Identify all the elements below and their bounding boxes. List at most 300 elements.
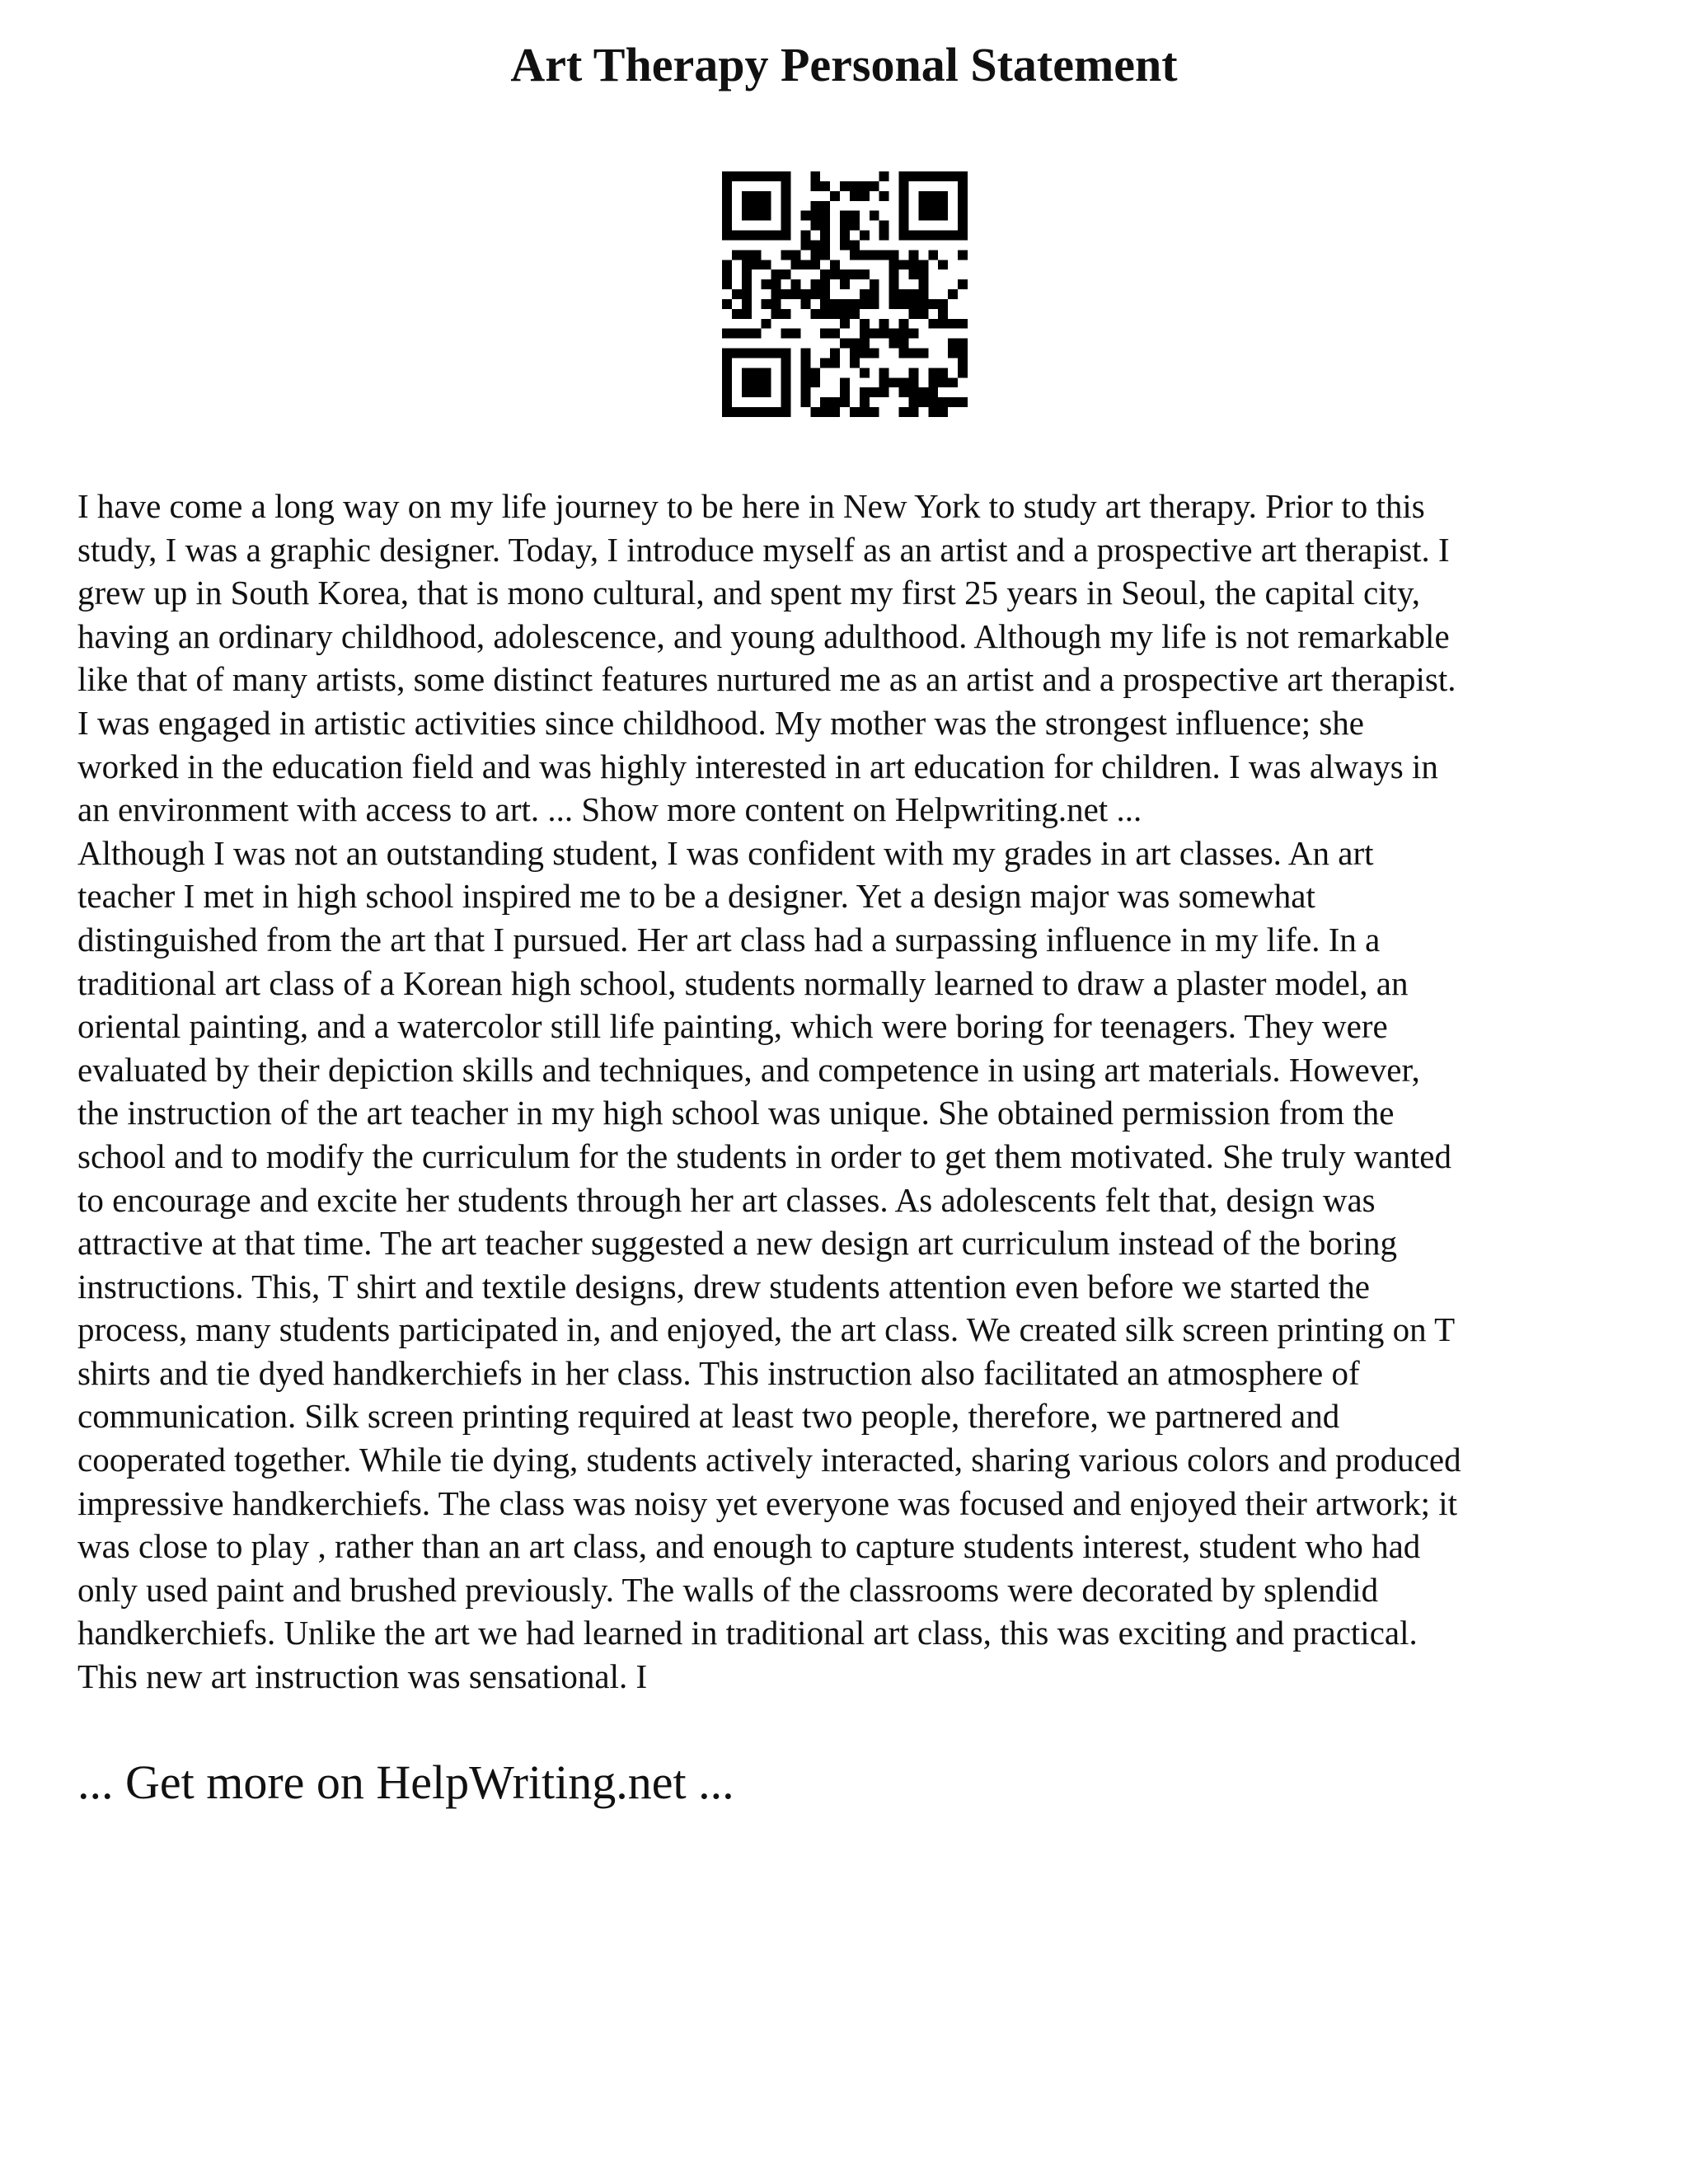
qr-module <box>820 181 830 191</box>
qr-module <box>928 250 938 260</box>
qr-module <box>870 181 879 191</box>
qr-module <box>870 211 879 221</box>
qr-module <box>781 269 791 279</box>
qr-module <box>781 181 791 191</box>
qr-module <box>722 397 732 407</box>
qr-module <box>752 407 762 417</box>
qr-module <box>830 358 840 368</box>
qr-module <box>948 397 958 407</box>
qr-module <box>820 201 830 211</box>
qr-module <box>860 250 870 260</box>
qr-module <box>918 191 928 201</box>
qr-module <box>742 299 752 309</box>
qr-module <box>762 231 771 241</box>
qr-module <box>732 289 742 299</box>
qr-module <box>938 377 948 387</box>
qr-module <box>752 250 762 260</box>
qr-module <box>899 377 909 387</box>
qr-module <box>860 191 870 201</box>
qr-module <box>918 397 928 407</box>
qr-module <box>732 250 742 260</box>
qr-module <box>928 191 938 201</box>
qr-module <box>722 211 732 221</box>
qr-module <box>879 191 889 201</box>
qr-module <box>820 250 830 260</box>
qr-module <box>840 387 850 397</box>
qr-module <box>781 211 791 221</box>
qr-module <box>928 171 938 181</box>
qr-module <box>938 191 948 201</box>
qr-module <box>810 407 820 417</box>
qr-module <box>850 250 860 260</box>
qr-module <box>899 211 909 221</box>
qr-module <box>800 397 810 407</box>
qr-module <box>899 407 909 417</box>
qr-module <box>742 211 752 221</box>
qr-module <box>908 329 918 339</box>
qr-module <box>850 211 860 221</box>
qr-module <box>840 279 850 289</box>
qr-module <box>722 231 732 241</box>
qr-module <box>938 397 948 407</box>
qr-module <box>928 211 938 221</box>
qr-module <box>762 191 771 201</box>
qr-module <box>879 387 889 397</box>
qr-module <box>889 289 899 299</box>
qr-module <box>810 221 820 231</box>
qr-module <box>820 211 830 221</box>
qr-module <box>928 397 938 407</box>
qr-module <box>771 407 781 417</box>
qr-module <box>781 368 791 377</box>
qr-module <box>810 240 820 250</box>
qr-module <box>742 309 752 319</box>
qr-module <box>810 201 820 211</box>
qr-module <box>771 279 781 289</box>
qr-module <box>899 299 909 309</box>
qr-module <box>722 299 732 309</box>
qr-module <box>781 289 791 299</box>
qr-module <box>722 171 732 181</box>
qr-module <box>889 269 899 279</box>
qr-module <box>722 349 732 359</box>
qr-module <box>938 211 948 221</box>
qr-module <box>938 407 948 417</box>
qr-module <box>820 407 830 417</box>
qr-module <box>790 260 800 269</box>
qr-module <box>810 181 820 191</box>
qr-module <box>752 387 762 397</box>
qr-module <box>752 377 762 387</box>
qr-module <box>722 279 732 289</box>
qr-module <box>948 231 958 241</box>
qr-module <box>850 191 860 201</box>
qr-module <box>762 407 771 417</box>
qr-module <box>870 349 879 359</box>
qr-module <box>938 231 948 241</box>
qr-module <box>918 349 928 359</box>
qr-module <box>958 279 968 289</box>
qr-module <box>742 349 752 359</box>
paragraph-1: I have come a long way on my life journey to be here in New York to study art therapy. Prior to this study, I was a graphic designer. Today, I introduce myself as an artist and a prospective art therapist. I grew up in South Korea, that is mono cultural, and spent my first 25 years in Seoul, the capital city, having an ordinary childhood, adolescence, and young adulthood. Although my life is not remarkable like that of many artists, some distinct features nurtured me as an artist and a prospective art therapist. I was engaged in artistic activities since childhood. My mother was the strongest influence; she worked in the education field and was highly interested in art education for children. I was always in an environment with access to art. ... Show more content on Helpwriting.net ... <box>77 487 1456 829</box>
qr-module <box>742 250 752 260</box>
qr-module <box>899 231 909 241</box>
qr-module <box>908 407 918 417</box>
qr-module <box>899 289 909 299</box>
qr-module <box>958 211 968 221</box>
qr-module <box>948 171 958 181</box>
qr-module <box>879 329 889 339</box>
qr-module <box>820 221 830 231</box>
qr-module <box>938 368 948 377</box>
qr-module <box>870 407 879 417</box>
qr-module <box>820 269 830 279</box>
qr-module <box>958 397 968 407</box>
qr-module <box>820 289 830 299</box>
qr-module <box>771 231 781 241</box>
qr-module <box>860 407 870 417</box>
qr-module <box>840 339 850 349</box>
qr-module <box>948 377 958 387</box>
qr-module <box>860 349 870 359</box>
qr-module <box>948 289 958 299</box>
qr-module <box>722 407 732 417</box>
qr-module <box>918 387 928 397</box>
qr-module <box>722 191 732 201</box>
qr-module <box>830 260 840 269</box>
qr-module <box>771 171 781 181</box>
qr-module <box>899 319 909 329</box>
qr-module <box>899 171 909 181</box>
qr-module <box>870 387 879 397</box>
qr-module <box>781 231 791 241</box>
qr-module <box>742 171 752 181</box>
qr-module <box>781 349 791 359</box>
qr-module <box>781 387 791 397</box>
qr-module <box>800 289 810 299</box>
qr-module <box>781 221 791 231</box>
qr-module <box>800 299 810 309</box>
qr-module <box>771 299 781 309</box>
qr-module <box>742 407 752 417</box>
qr-module <box>790 250 800 260</box>
qr-module <box>810 377 820 387</box>
qr-module <box>889 377 899 387</box>
qr-module <box>781 397 791 407</box>
qr-module <box>840 269 850 279</box>
qr-module <box>810 211 820 221</box>
qr-module <box>908 299 918 309</box>
qr-module <box>870 299 879 309</box>
qr-module <box>830 407 840 417</box>
get-more-link[interactable]: ... Get more on HelpWriting.net ... <box>77 1755 734 1809</box>
qr-module <box>870 289 879 299</box>
qr-module <box>889 279 899 289</box>
qr-module <box>958 181 968 191</box>
qr-module <box>722 368 732 377</box>
qr-module <box>840 211 850 221</box>
qr-module <box>879 368 889 377</box>
qr-module <box>918 171 928 181</box>
qr-module <box>820 309 830 319</box>
qr-module <box>762 201 771 211</box>
qr-module <box>742 260 752 269</box>
qr-module <box>752 329 762 339</box>
qr-module <box>918 289 928 299</box>
qr-module <box>840 309 850 319</box>
qr-module <box>860 329 870 339</box>
qr-module <box>899 191 909 201</box>
qr-module <box>742 191 752 201</box>
qr-module <box>830 309 840 319</box>
qr-module <box>948 349 958 359</box>
qr-module <box>958 201 968 211</box>
qr-module <box>860 289 870 299</box>
qr-module <box>722 201 732 211</box>
qr-module <box>722 221 732 231</box>
qr-module <box>742 329 752 339</box>
qr-module <box>860 181 870 191</box>
qr-module <box>752 201 762 211</box>
qr-module <box>820 240 830 250</box>
qr-module <box>830 397 840 407</box>
qr-module <box>879 221 889 231</box>
qr-module <box>860 397 870 407</box>
qr-module <box>800 368 810 377</box>
qr-module <box>889 329 899 339</box>
qr-module <box>860 339 870 349</box>
qr-module <box>850 221 860 231</box>
qr-module <box>908 289 918 299</box>
qr-module <box>879 377 889 387</box>
qr-module <box>762 211 771 221</box>
qr-module <box>860 299 870 309</box>
qr-module <box>742 269 752 279</box>
qr-module <box>771 349 781 359</box>
qr-module <box>722 329 732 339</box>
qr-module <box>800 231 810 241</box>
qr-module <box>781 191 791 201</box>
qr-module <box>722 377 732 387</box>
qr-module <box>742 231 752 241</box>
qr-module <box>781 201 791 211</box>
qr-module <box>899 349 909 359</box>
qr-module <box>958 349 968 359</box>
qr-module <box>879 171 889 181</box>
qr-module <box>928 201 938 211</box>
qr-module <box>752 191 762 201</box>
qr-module <box>899 221 909 231</box>
qr-module <box>860 368 870 377</box>
qr-module <box>870 279 879 289</box>
qr-module <box>918 309 928 319</box>
qr-module <box>800 358 810 368</box>
qr-module <box>928 387 938 397</box>
qr-module <box>762 368 771 377</box>
qr-module <box>771 289 781 299</box>
qr-module <box>908 231 918 241</box>
qr-module <box>840 299 850 309</box>
qr-module <box>810 250 820 260</box>
qr-module <box>928 299 938 309</box>
qr-module <box>899 181 909 191</box>
page-title: Art Therapy Personal Statement <box>510 38 1178 91</box>
qr-module <box>790 289 800 299</box>
qr-module <box>800 349 810 359</box>
qr-module <box>918 231 928 241</box>
qr-module <box>781 407 791 417</box>
qr-module <box>938 260 948 269</box>
qr-module <box>850 181 860 191</box>
statement-body <box>77 485 1635 1699</box>
qr-module <box>840 240 850 250</box>
qr-module <box>870 329 879 339</box>
qr-module <box>899 329 909 339</box>
paragraph-2: Although I was not an outstanding student, I was confident with my grades in art classes. An art teacher I met in high school inspired me to be a designer. Yet a design major was somewhat distinguished from the art that I pursued. Her art class had a surpassing influence in my life. In a traditional art class of a Korean high school, students normally learned to draw a plaster model, an oriental painting, and a watercolor still life painting, which were boring for teenagers. They were evaluated by their depiction skills and techniques, and competence in using art materials. However, the instruction of the art teacher in my high school was unique. She obtained permission from the school and to modify the curriculum for the students in order to get them motivated. She truly wanted to encourage and excite her students through her art classes. As adolescents felt that, design was attractive at that time. The art teacher suggested a new design art curriculum instead of the boring instructions. This, T shirt and textile designs, drew students attention even before we started the process, many students participated in, and enjoyed, the art class. We created silk screen printing on T shirts and tie dyed handkerchiefs in her class. This instruction also facilitated an atmosphere of communication. Silk screen printing required at least two people, therefore, we partnered and cooperated together. While tie dying, students actively interacted, sharing various colors and produced impressive handkerchiefs. The class was noisy yet everyone was focused and enjoyed their artwork; it was close to play , rather than an art class, and enough to capture students interest, student who had only used paint and brushed previously. The walls of the classrooms were decorated by splendid handkerchiefs. Unlike the art we had learned in traditional art class, this was exciting and practical. This new art instruction was sensational. I <box>77 833 1461 1696</box>
qr-module <box>820 279 830 289</box>
qr-module <box>762 349 771 359</box>
qr-module <box>830 349 840 359</box>
qr-module <box>908 377 918 387</box>
qr-module <box>840 221 850 231</box>
qr-module <box>860 319 870 329</box>
qr-module <box>800 211 810 221</box>
qr-module <box>810 309 820 319</box>
qr-code-icon <box>722 171 968 417</box>
qr-module <box>722 181 732 191</box>
qr-module <box>860 269 870 279</box>
qr-module <box>840 319 850 329</box>
qr-module <box>918 211 928 221</box>
qr-module <box>958 368 968 377</box>
qr-module <box>908 349 918 359</box>
qr-module <box>850 240 860 250</box>
qr-module <box>732 309 742 319</box>
qr-module <box>879 319 889 329</box>
qr-module <box>908 171 918 181</box>
qr-module <box>908 309 918 319</box>
qr-module <box>752 171 762 181</box>
qr-module <box>850 339 860 349</box>
qr-module <box>908 397 918 407</box>
qr-module <box>918 279 928 289</box>
qr-module <box>762 260 771 269</box>
qr-module <box>918 269 928 279</box>
qr-module <box>781 171 791 181</box>
qr-module <box>722 269 732 279</box>
qr-module <box>820 299 830 309</box>
qr-module <box>899 201 909 211</box>
qr-module <box>771 269 781 279</box>
qr-module <box>820 231 830 241</box>
qr-module <box>810 368 820 377</box>
qr-module <box>840 231 850 241</box>
qr-module <box>742 368 752 377</box>
qr-module <box>850 299 860 309</box>
qr-module <box>958 221 968 231</box>
qr-module <box>958 171 968 181</box>
qr-module <box>958 250 968 260</box>
qr-module <box>742 377 752 387</box>
qr-module <box>850 407 860 417</box>
qr-module <box>742 289 752 299</box>
qr-code-graphic <box>722 171 968 417</box>
qr-module <box>810 171 820 181</box>
qr-module <box>908 269 918 279</box>
qr-module <box>752 211 762 221</box>
qr-module <box>732 329 742 339</box>
qr-module <box>899 339 909 349</box>
qr-module <box>732 349 742 359</box>
qr-module <box>879 231 889 241</box>
qr-module <box>928 319 938 329</box>
qr-module <box>771 309 781 319</box>
qr-module <box>928 407 938 417</box>
qr-module <box>860 387 870 397</box>
qr-module <box>762 387 771 397</box>
qr-module <box>918 201 928 211</box>
qr-module <box>938 171 948 181</box>
qr-module <box>938 299 948 309</box>
qr-module <box>742 387 752 397</box>
qr-module <box>781 309 791 319</box>
qr-module <box>820 397 830 407</box>
qr-module <box>879 250 889 260</box>
qr-module <box>860 231 870 241</box>
qr-module <box>870 250 879 260</box>
qr-module <box>850 349 860 359</box>
qr-module <box>840 397 850 407</box>
qr-module <box>762 319 771 329</box>
qr-module <box>850 309 860 319</box>
qr-module <box>820 329 830 339</box>
qr-module <box>762 377 771 387</box>
qr-module <box>908 260 918 269</box>
qr-module <box>918 260 928 269</box>
qr-module <box>722 358 732 368</box>
qr-module <box>810 289 820 299</box>
qr-module <box>810 279 820 289</box>
qr-module <box>722 260 732 269</box>
qr-module <box>850 269 860 279</box>
qr-module <box>948 339 958 349</box>
qr-module <box>790 279 800 289</box>
qr-module <box>908 250 918 260</box>
qr-module <box>781 250 791 260</box>
qr-module <box>800 240 810 250</box>
qr-module <box>928 231 938 241</box>
qr-module <box>958 231 968 241</box>
qr-module <box>889 260 899 269</box>
qr-module <box>752 231 762 241</box>
qr-module <box>889 299 899 309</box>
qr-module <box>830 299 840 309</box>
qr-module <box>800 377 810 387</box>
qr-module <box>958 191 968 201</box>
qr-module <box>830 269 840 279</box>
qr-module <box>908 368 918 377</box>
qr-module <box>742 279 752 289</box>
qr-module <box>840 377 850 387</box>
qr-module <box>752 368 762 377</box>
qr-module <box>762 279 771 289</box>
qr-module <box>732 407 742 417</box>
qr-module <box>840 181 850 191</box>
qr-module <box>899 387 909 397</box>
qr-module <box>850 358 860 368</box>
qr-module <box>722 387 732 397</box>
qr-module <box>752 349 762 359</box>
